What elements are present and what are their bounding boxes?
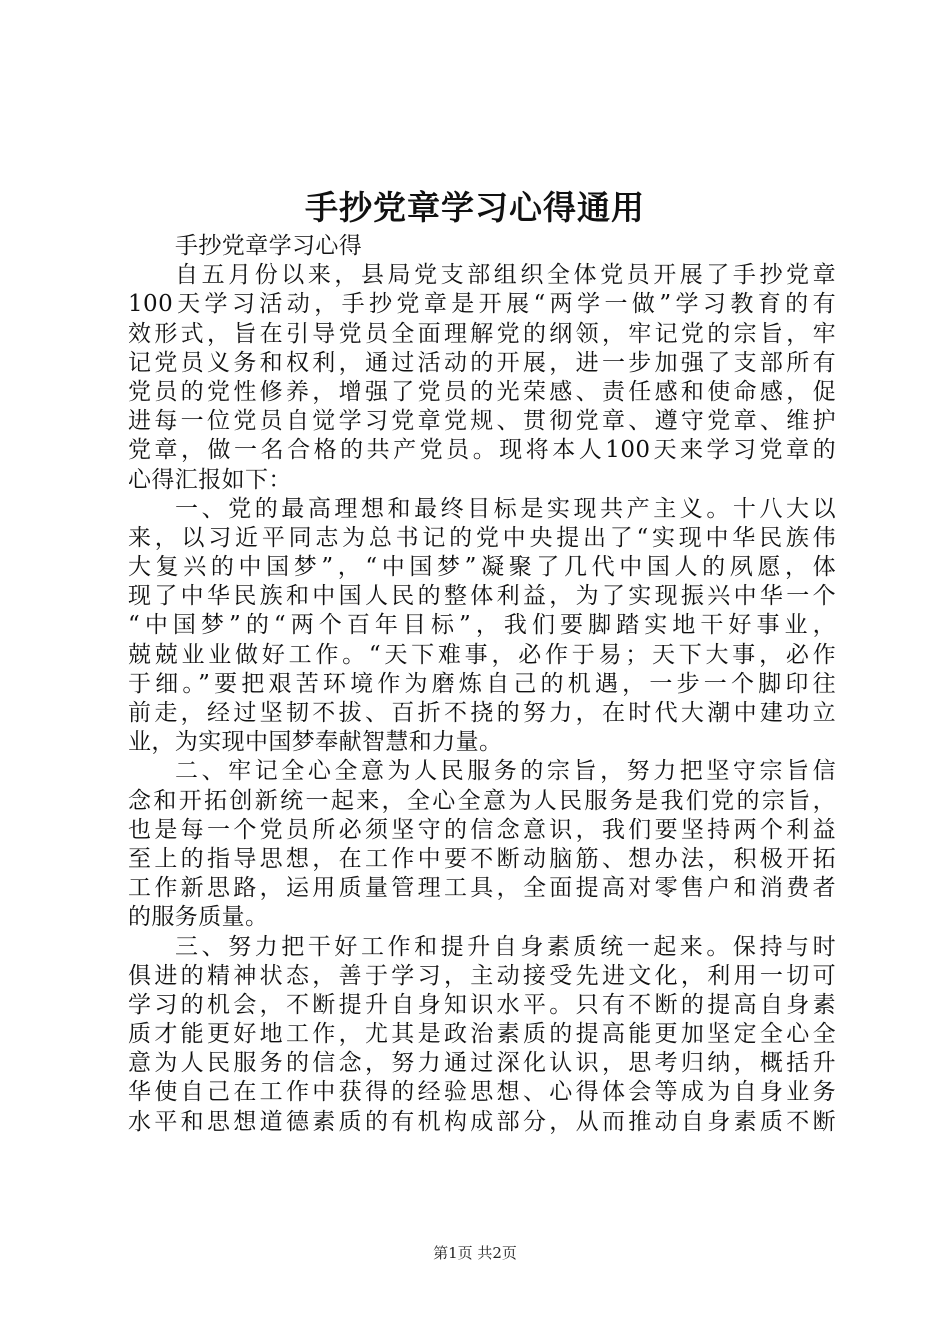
body-text-line: 来，以习近平同志为总书记的党中央提出了“实现中华民族伟 [128, 524, 836, 551]
page-footer: 第1页 共2页 [433, 1244, 517, 1262]
body-text-line: 现了中华民族和中国人民的整体利益，为了实现振兴中华一个 [128, 583, 836, 610]
body-text-line: 自五月份以来，县局党支部组织全体党员开展了手抄党章 [175, 262, 836, 289]
body-text-line: 大复兴的中国梦”，“中国梦”凝聚了几代中国人的夙愿，体 [128, 554, 836, 581]
body-text-line: 工作新思路，运用质量管理工具，全面提高对零售户和消费者 [128, 875, 836, 902]
body-text-line: 前走，经过坚韧不拔、百折不挠的努力，在时代大潮中建功立 [128, 700, 836, 726]
body-text-line: 业，为实现中国梦奉献智慧和力量。 [128, 729, 503, 756]
body-text-line: 意为人民服务的信念，努力通过深化认识，思考归纳，概括升 [128, 1050, 836, 1077]
body-text-line: 党章，做一名合格的共产党员。现将本人100天来学习党章的 [128, 437, 836, 464]
document-body [128, 232, 836, 1137]
body-text-line: 质才能更好地工作，尤其是政治素质的提高能更加坚定全心全 [128, 1021, 836, 1048]
body-text-line: 念和开拓创新统一起来，全心全意为人民服务是我们党的宗旨， [128, 787, 836, 814]
body-text-line: 100天学习活动，手抄党章是开展“两学一做”学习教育的有 [128, 291, 836, 318]
body-text-line: 二、牢记全心全意为人民服务的宗旨，努力把坚守宗旨信 [175, 758, 836, 785]
body-text-line: 水平和思想道德素质的有机构成部分，从而推动自身素质不断 [128, 1108, 836, 1135]
body-text-line: 也是每一个党员所必须坚守的信念意识，我们要坚持两个利益 [128, 816, 836, 843]
body-text-line: “中国梦”的“两个百年目标”，我们要脚踏实地干好事业， [128, 612, 836, 639]
body-text-line: 一、党的最高理想和最终目标是实现共产主义。十八大以 [175, 495, 836, 522]
body-text-line: 效形式，旨在引导党员全面理解党的纲领，牢记党的宗旨，牢 [128, 320, 836, 347]
body-text-line: 三、努力把干好工作和提升自身素质统一起来。保持与时 [175, 933, 836, 960]
body-text-line: 于细。”要把艰苦环境作为磨炼自己的机遇，一步一个脚印往 [128, 670, 836, 697]
body-text-line: 的服务质量。 [128, 904, 269, 931]
body-text-line: 进每一位党员自觉学习党章党规、贯彻党章、遵守党章、维护 [128, 408, 836, 435]
body-text-line: 兢兢业业做好工作。“天下难事，必作于易；天下大事，必作 [128, 641, 836, 668]
document-title: 手抄党章学习心得通用 [305, 188, 645, 227]
body-text-line: 学习的机会，不断提升自身知识水平。只有不断的提高自身素 [128, 991, 836, 1018]
body-text-line: 心得汇报如下： [128, 466, 292, 493]
body-text-line: 俱进的精神状态，善于学习，主动接受先进文化，利用一切可 [128, 962, 836, 989]
body-text-line: 至上的指导思想，在工作中要不断动脑筋、想办法，积极开拓 [128, 845, 836, 872]
body-text-line: 党员的党性修养，增强了党员的光荣感、责任感和使命感，促 [128, 378, 836, 405]
body-text-line: 记党员义务和权利，通过活动的开展，进一步加强了支部所有 [128, 349, 836, 376]
body-text-line: 华使自己在工作中获得的经验思想、心得体会等成为自身业务 [128, 1079, 836, 1106]
body-text-line: 手抄党章学习心得 [175, 233, 363, 259]
